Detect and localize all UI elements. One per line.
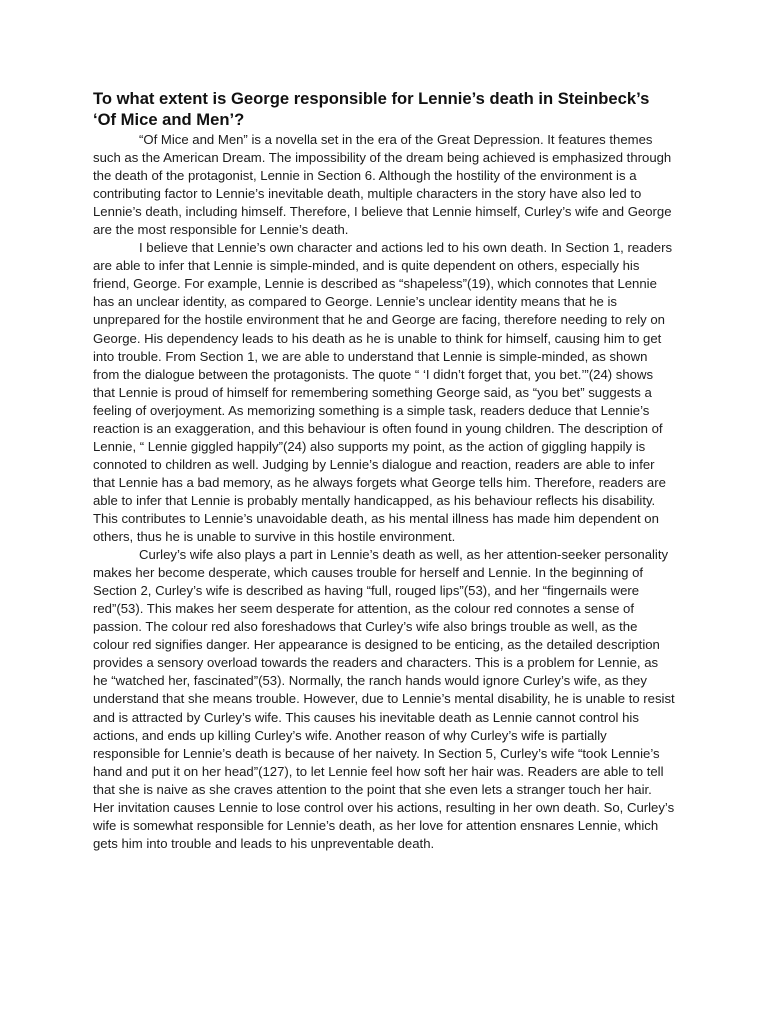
paragraph-curleys-wife: Curley’s wife also plays a part in Lennie’s death as well, as her attention-seeker personality makes her become desperate, which causes trouble for herself and Lennie. In the beginning of Section 2, Curley’s wife is described as having “full, rouged lips”(53), and her “fingernails were red”(53). This makes her seem desperate for attention, as the colour red connotes a sense of passion. The colour red also foreshadows that Curley’s wife also brings trouble as well, as the colour red signifies danger. Her appearance is designed to be enticing, as the detailed description provides a sensory overload towards the readers and characters. This is a problem for Lennie, as he “watched her, fascinated”(53). Normally, the ranch hands would ignore Curley’s wife, as they understand that she means trouble. However, due to Lennie’s mental disability, he is unable to resist and is attracted by Curley’s wife. This causes his inevitable death as Lennie cannot control his actions, and ends up killing Curley’s wife. Another reason of why Curley’s wife is partially responsible for Lennie’s death is because of her naivety. In Section 5, Curley’s wife “took Lennie’s hand and put it on her head”(127), to let Lennie feel how soft her hair was. Readers are able to tell that she is naive as she craves attention to the point that she even lets a stranger touch her hair. Her invitation causes Lennie to lose control over his actions, resulting in her own death. So, Curley’s wife is somewhat responsible for Lennie’s death, as her love for attention ensnares Lennie, which gets him into trouble and leads to his unpreventable death.	[93, 547, 675, 851]
essay-title: To what extent is George responsible for Lennie’s death in Steinbeck’s ‘Of Mice and Men’?	[93, 89, 650, 129]
paragraph-introduction: “Of Mice and Men” is a novella set in the era of the Great Depression. It features themes such as the American Dream. The impossibility of the dream being achieved is emphasized through the death of the protagonist, Lennie in Section 6. Although the hostility of the environment is a contributing factor to Lennie’s inevitable death, multiple characters in the story have also led to Lennie’s death, including himself. Therefore, I believe that Lennie himself, Curley’s wife and George are the most responsible for Lennie’s death.	[93, 132, 672, 238]
paragraph-lennie-character: I believe that Lennie’s own character and actions led to his own death. In Section 1, readers are able to infer that Lennie is simple-minded, and is quite dependent on others, especially his friend, George. For example, Lennie is described as “shapeless”(19), which connotes that Lennie has an unclear identity, as compared to George. Lennie’s unclear identity means that he is unprepared for the hostile environment that he and George are facing, therefore needing to rely on George. His dependency leads to his death as he is unable to think for himself, causing him to get into trouble. From Section 1, we are able to understand that Lennie is simple-minded, as shown from the dialogue between the protagonists. The quote “ ‘I didn’t forget that, you bet.’”(24) shows that Lennie is proud of himself for remembering something George said, as “you bet” suggests a feeling of overjoyment. As memorizing something is a simple task, readers deduce that Lennie’s reaction is an exaggeration, and this behaviour is often found in young children. The description of Lennie, “ Lennie giggled happily”(24) also supports my point, as the action of giggling happily is connoted to children as well. Judging by Lennie’s dialogue and reaction, readers are able to infer that Lennie has a bad memory, as he always forgets what George tells him. Therefore, readers are able to infer that Lennie is probably mentally handicapped, as his behaviour reflects his disability. This contributes to Lennie’s unavoidable death, as his mental illness has made him dependent on others, thus he is unable to survive in this hostile environment.	[93, 240, 673, 545]
document-page	[93, 88, 675, 853]
